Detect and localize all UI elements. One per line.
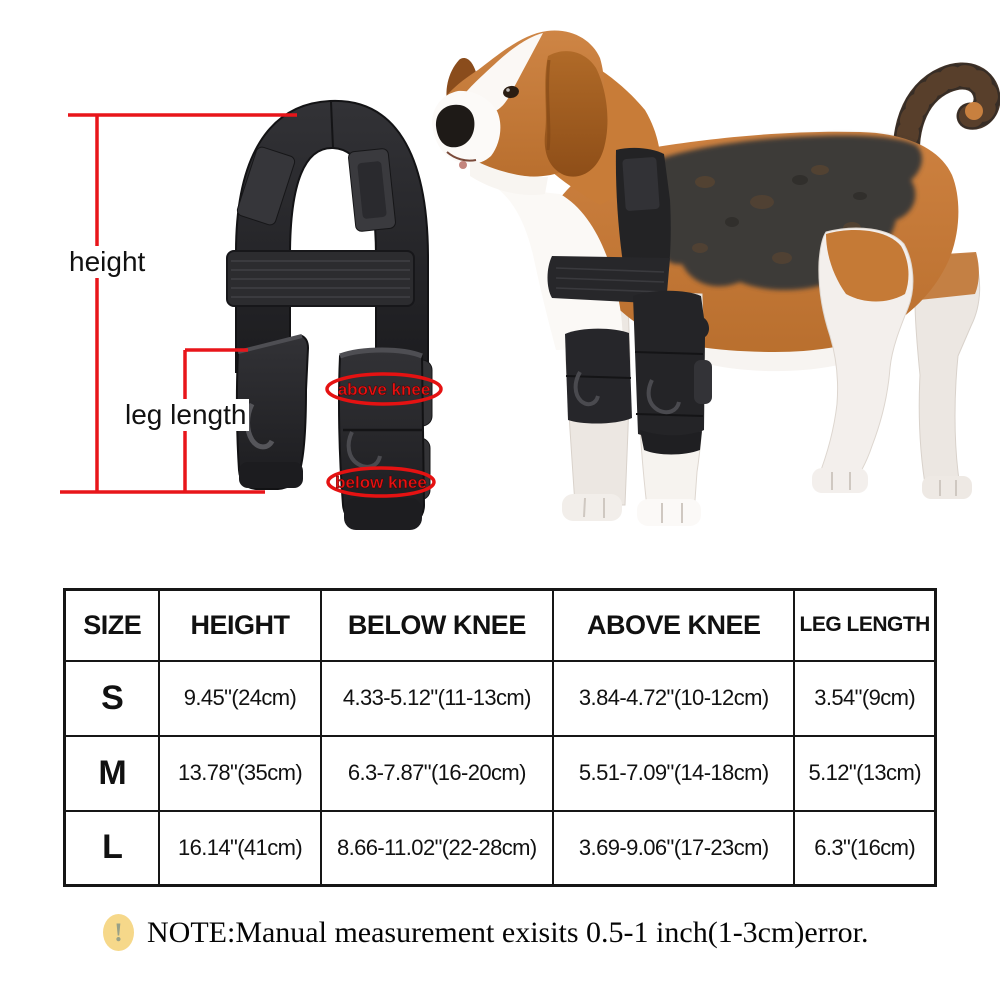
table-row xyxy=(65,736,936,811)
brace-product-image xyxy=(227,101,432,530)
table-row xyxy=(65,811,936,886)
cell-l-height: 16.14"(41cm) xyxy=(159,811,320,886)
cell-s-leg-length: 3.54"(9cm) xyxy=(794,661,935,736)
table-header-row xyxy=(65,590,936,661)
note-text: NOTE:Manual measurement exisits 0.5-1 inch(1-3cm)error. xyxy=(147,915,869,949)
dog-photo xyxy=(432,31,987,526)
cell-m-leg-length: 5.12"(13cm) xyxy=(794,736,935,811)
cell-size-s: S xyxy=(65,661,160,736)
header-height: HEIGHT xyxy=(159,590,320,661)
above-knee-label: above knee xyxy=(337,380,431,399)
cell-l-above-knee: 3.69-9.06"(17-23cm) xyxy=(553,811,794,886)
below-knee-label: below knee xyxy=(335,473,427,492)
cell-s-below-knee: 4.33-5.12"(11-13cm) xyxy=(321,661,554,736)
height-label: height xyxy=(66,246,148,278)
dog-head xyxy=(432,31,607,195)
cell-s-above-knee: 3.84-4.72"(10-12cm) xyxy=(553,661,794,736)
cell-l-leg-length: 6.3"(16cm) xyxy=(794,811,935,886)
exclamation-icon: ! xyxy=(103,914,134,951)
leg-length-label: leg length xyxy=(122,399,249,431)
dog-near-leg-brace xyxy=(633,291,712,455)
table-row xyxy=(65,661,936,736)
header-below-knee: BELOW KNEE xyxy=(321,590,554,661)
header-size: SIZE xyxy=(65,590,160,661)
cell-m-above-knee: 5.51-7.09"(14-18cm) xyxy=(553,736,794,811)
cell-l-below-knee: 8.66-11.02"(22-28cm) xyxy=(321,811,554,886)
header-above-knee: ABOVE KNEE xyxy=(553,590,794,661)
cell-m-below-knee: 6.3-7.87"(16-20cm) xyxy=(321,736,554,811)
brace-elastic-band xyxy=(227,251,414,306)
header-leg-length: LEG LENGTH xyxy=(794,590,935,661)
size-chart-table xyxy=(63,588,937,887)
note-row xyxy=(103,914,868,951)
cell-size-l: L xyxy=(65,811,160,886)
cell-m-height: 13.78"(35cm) xyxy=(159,736,320,811)
cell-s-height: 9.45"(24cm) xyxy=(159,661,320,736)
dog-far-leg-brace xyxy=(565,329,632,424)
cell-size-m: M xyxy=(65,736,160,811)
